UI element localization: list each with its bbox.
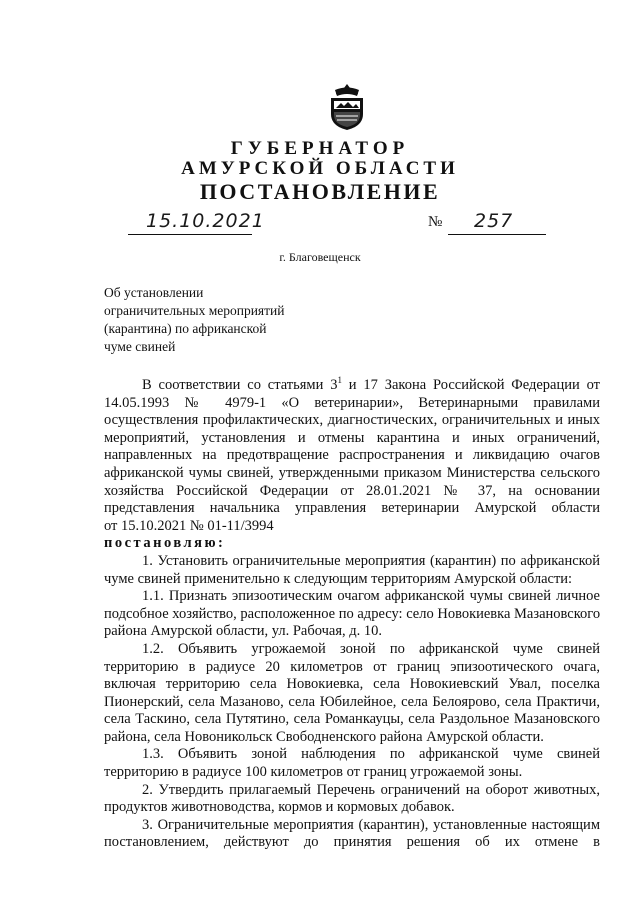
subject-line: ограничительных мероприятий — [104, 303, 285, 318]
preamble-line: представления начальника управления ветеринарии Амурской области — [104, 500, 600, 517]
header-title-governor: ГУБЕРНАТОР — [230, 138, 410, 159]
city-label: г. Благовещенск — [279, 250, 361, 264]
item-line: чуме свиней применительно к следующим территориям Амурской области: — [104, 570, 573, 587]
item-line: села Таскино, села Путятино, села Романкауцы, села Раздольное Мазановского — [104, 711, 600, 728]
preamble-line: от 15.10.2021 № 01-11/3994 — [104, 517, 274, 534]
item-line: 1.3. Объявить зоной наблюдения по африканской чуме свиней — [142, 746, 600, 763]
number-sign: № — [428, 214, 443, 230]
item-line: территорию в радиусе 20 километров от границ эпизоотического очага, — [104, 658, 600, 675]
subject-line: чуме свиней — [104, 339, 176, 354]
item-line: постановлением, действуют до принятия решения об их отмене в — [104, 834, 600, 851]
document-subject — [104, 284, 285, 356]
number-underline — [448, 234, 546, 235]
item-line: 2. Утвердить прилагаемый Перечень ограничений на оборот животных, — [142, 781, 600, 798]
document-date: 15.10.2021 — [146, 210, 265, 232]
item-line: продуктов животноводства, кормов и кормовых добавок. — [104, 799, 455, 816]
header-title-region: АМУРСКОЙ ОБЛАСТИ — [181, 158, 459, 179]
document-number: 257 — [474, 210, 514, 232]
preamble-line: 14.05.1993 № 4979-1 «О ветеринарии», Ветеринарными правилами — [104, 394, 600, 411]
date-underline — [128, 234, 252, 235]
item-line: Пионерский, села Мазаново, села Юбилейное, села Белоярово, села Практичи, — [104, 693, 600, 710]
subject-line: Об установлении — [104, 285, 204, 300]
document-body — [104, 377, 600, 852]
document-type-title: ПОСТАНОВЛЕНИЕ — [199, 179, 441, 204]
item-line: района Амурской области, ул. Рабочая, д. 10. — [104, 623, 383, 640]
preamble-line: В соответствии со статьями $3^1$ и 17 Закона Российской Федерации от — [142, 375, 601, 393]
item-line: 1.2. Объявить угрожаемой зоной по африканской чуме свиней — [142, 640, 600, 657]
decree-word: постановляю: — [104, 535, 226, 552]
item-line: подсобное хозяйство, расположенное по адресу: село Новокиевка Мазановского — [104, 605, 601, 622]
item-line: 3. Ограничительные мероприятия (карантин), установленные настоящим — [142, 816, 600, 833]
preamble-line: направленных на предотвращение распространения и ликвидацию очагов — [104, 447, 600, 464]
preamble-line: африканской чумы свиней, утвержденными приказом Министерства сельского — [104, 464, 600, 481]
preamble-line: мероприятий, установления и отмены карантина и иных ограничений, — [104, 429, 600, 446]
preamble-line: осуществления профилактических, диагностических, ограничительных и иных — [104, 412, 600, 429]
item-line: 1.1. Признать эпизоотическим очагом африканской чумы свиней личное — [142, 588, 600, 605]
article-superscript: 1 — [337, 375, 342, 386]
preamble-line: хозяйства Российской Федерации от 28.01.2021 № 37, на основании — [104, 482, 600, 499]
item-line: включая территорию села Новокиевка, села Новокиевский Увал, поселка — [104, 676, 600, 693]
item-line: территорию в радиусе 100 километров от границ угрожаемой зоны. — [104, 764, 523, 781]
item-line: района, села Новоникольск Свободненского района Амурской области. — [104, 728, 544, 745]
subject-line: (карантина) по африканской — [104, 321, 267, 336]
item-line: 1. Установить ограничительные мероприятия (карантин) по африканской — [142, 552, 600, 569]
coat-of-arms-emblem — [326, 82, 368, 132]
